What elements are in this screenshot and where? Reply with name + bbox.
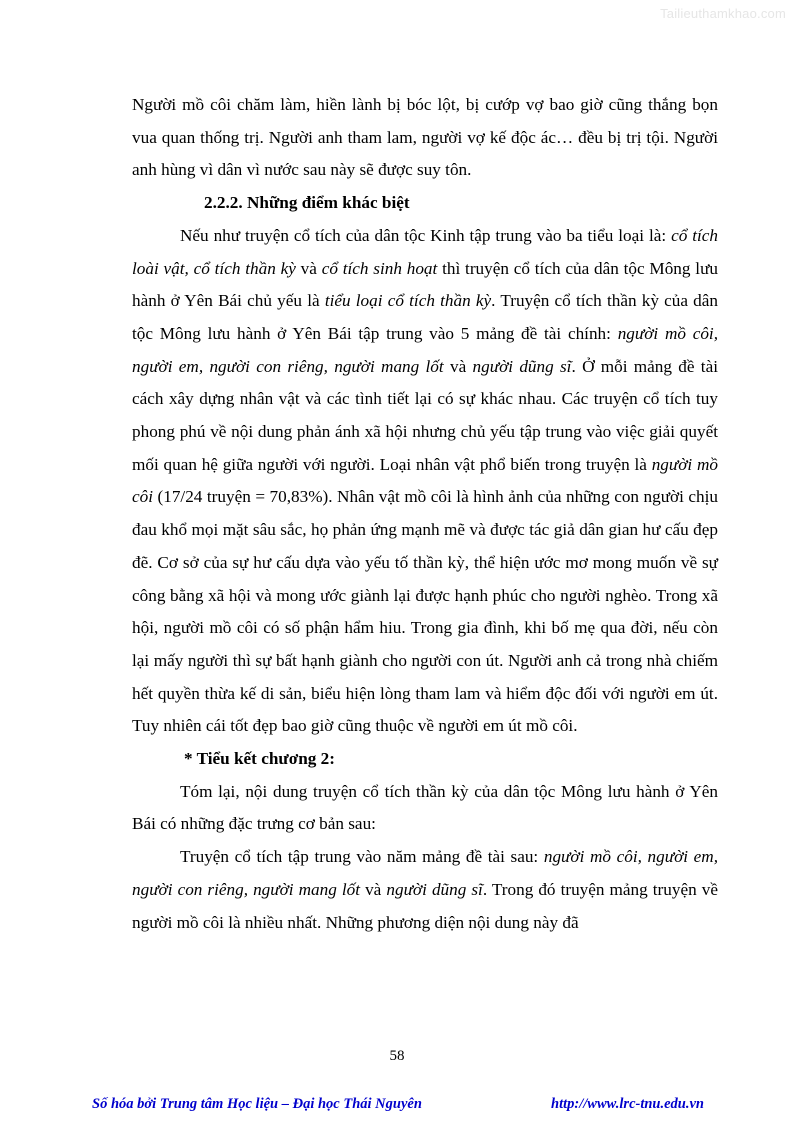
watermark: Tailieuthamkhao.com	[660, 6, 786, 21]
text-run: thì truyện cổ tích của dân tộc Mông lưu hành ở Yên Bái chủ yếu là	[132, 258, 718, 311]
text-run: Truyện cổ tích tập trung vào năm mảng đề tài sau:	[180, 847, 544, 867]
footer-digitization-credit: Số hóa bởi Trung tâm Học liệu – Đại học Thái Nguyên	[92, 1096, 422, 1112]
text-run: và	[295, 258, 322, 278]
paragraph	[132, 89, 718, 187]
text-run: :	[329, 749, 335, 769]
section-heading	[132, 187, 718, 220]
text-run: Người mồ côi chăm làm, hiền lành bị bóc lột, bị cướp vợ bao giờ cũng thắng bọn vua quan thống trị. Người anh tham lam, người vợ kế độc ác… đều bị trị tội. Người anh hùng vì dân vì nước sau này sẽ được suy tôn.	[132, 95, 718, 180]
italic-text: người mồ côi, người em, người con riêng, người mang lốt	[132, 847, 718, 899]
bold-text: * Tiểu kết chương 2	[184, 749, 330, 769]
italic-text: người dũng sĩ	[386, 879, 483, 899]
paragraph	[132, 220, 718, 743]
footer-website-link[interactable]: http://www.lrc-tnu.edu.vn	[551, 1096, 704, 1112]
italic-text: người mồ côi	[132, 454, 718, 507]
text-run: 2.2.2. Những điểm khác biệt	[204, 193, 410, 213]
document-body	[132, 89, 718, 939]
text-run: . Truyện cổ tích thần kỳ của dân tộc Mông lưu hành ở Yên Bái tập trung vào 5 mảng đề tài chính:	[132, 291, 718, 343]
text-run: Nếu như truyện cổ tích của dân tộc Kinh tập trung vào ba tiểu loại là:	[180, 225, 672, 245]
paragraph	[132, 776, 718, 841]
page-number: 58	[389, 1048, 405, 1064]
chapter-summary-heading	[132, 743, 718, 776]
text-run: . Ở mỗi mảng đề tài cách xây dựng nhân vật và các tình tiết lại có sự khác nhau. Các truyện cổ tích tuy phong phú về nội dung phản ánh xã hội nhưng chủ yếu tập trung vào việc giải quyết mối quan hệ giữa người với người. Loại nhân vật phổ biến trong truyện là	[132, 356, 718, 474]
text-run: (17/24 truyện = 70,83%). Nhân vật mồ côi là hình ảnh của những con người chịu đau khổ mọi mặt sâu sắc, họ phản ứng mạnh mẽ và được tác giả dân gian hư cấu đẹp đẽ. Cơ sở của sự hư cấu dựa vào yếu tố thần kỳ, thể hiện ước mơ mong muốn về sự công bằng xã hội và mong ước giành lại được hạnh phúc cho người nghèo. Trong xã hội, người mồ côi có số phận hẩm hiu. Trong gia đình, khi bố mẹ qua đời, nếu còn lại mấy người thì sự bất hạnh giành cho người con út. Người anh cả trong nhà chiếm hết quyền thừa kế di sản, biểu hiện lòng tham lam và hiểm độc đối với người em út. Tuy nhiên cái tốt đẹp bao giờ cũng thuộc về người em út mồ côi.	[132, 487, 718, 736]
italic-text: tiểu loại cổ tích thần kỳ	[324, 291, 492, 311]
text-run: . Trong đó truyện mảng truyện về người mồ côi là nhiều nhất. Những phương diện nội dung này đã	[132, 879, 718, 932]
italic-text: người mồ côi, người em, người con riêng, người mang lốt	[132, 323, 719, 376]
italic-text: cổ tích sinh hoạt	[321, 258, 438, 278]
text-run: và	[443, 356, 473, 376]
text-run: Tóm lại, nội dung truyện cổ tích thần kỳ của dân tộc Mông lưu hành ở Yên Bái có những đặc trưng cơ bản sau:	[132, 781, 718, 834]
italic-text: cổ tích loài vật, cổ tích thần kỳ	[132, 225, 719, 278]
paragraph	[132, 841, 718, 939]
text-run: và	[360, 879, 387, 899]
italic-text: người dũng sĩ	[472, 356, 572, 376]
